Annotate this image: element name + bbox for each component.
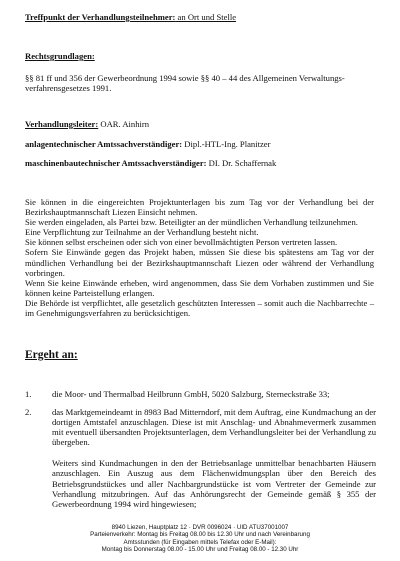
- verhandlungsleiter-label: Verhandlungsleiter:: [25, 119, 99, 129]
- recipient-text: Weiters sind Kundmachungen in den der Betriebsanlage unmittelbar benachbarten Häusern anzuschlagen. Ein Auszug aus dem Flächenwidmungsplan über den Bereich des Betriebsgrundstückes und aller Nachbargrundstücke ist vom Vertreter der Gemeinde zur Verhandlung mitzubringen. Auf das Anhörungsrecht der Gemeinde gemäß § 355 der Gewerbeordnung 1994 wird hingewiesen;: [52, 458, 376, 509]
- sv-anlagentechnisch-value: Dipl.-HTL-Ing. Planitzer: [182, 139, 271, 149]
- notice-einsicht: Sie können in die eingereichten Projektunterlagen bis zum Tag vor der Verhandlung bei der Bezirkshauptmannschaft Liezen Einsicht nehmen.: [25, 197, 374, 218]
- sv-maschinenbau-label: maschinenbautechnischer Amtssachverständiger:: [25, 158, 207, 168]
- rechtsgrundlagen-text-2: verfahrensgesetzes 1991.: [25, 83, 112, 93]
- recipient-text: das Marktgemeindeamt in 8983 Bad Mitterndorf, mit dem Auftrag, eine Kundmachung an der dortigen Amtstafel anzuschlagen. Diese ist mit Anschlag- und Abnahmevermerk zusammen mit eventuell übersandten Projektsunterlagen, dem Verhandlungsleiter bei der Verhandlung zu übergeben.: [52, 407, 376, 448]
- rechtsgrundlagen-label: Rechtsgrundlagen:: [25, 51, 95, 61]
- treffpunkt-value: an Ort und Stelle: [175, 12, 237, 22]
- sv-anlagentechnisch-line: [25, 139, 270, 149]
- letterhead-footer: [0, 524, 400, 554]
- notice-keine-pflicht: Eine Verpflichtung zur Teilnahme an der Verhandlung besteht nicht.: [25, 227, 259, 238]
- recipient-number: 2.: [25, 407, 32, 417]
- notice-vertretung: Sie können selbst erscheinen oder sich von einer bevollmächtigten Person vertreten lassen.: [25, 237, 338, 248]
- notice-einwaende: Sofern Sie Einwände gegen das Projekt haben, müssen Sie diese bis spätestens am Tag vor der mündlichen Verhandlung bei der Bezirkshauptmannschaft Liezen oder während der Verhandlung vorbringen.: [25, 247, 374, 278]
- notice-behoerde: Die Behörde ist verpflichtet, alle gesetzlich geschützten Interessen – somit auch die Nachbarrechte – im Genehmigungsverfahren zu berücksichtigen.: [25, 297, 374, 319]
- footer-amtsstunden-times: Montag bis Donnerstag 08.00 - 15.00 Uhr und Freitag 08.00 - 12.30 Uhr: [101, 546, 299, 554]
- sv-maschinenbau-value: DI. Dr. Schaffernak: [206, 158, 277, 168]
- ergeht-an-heading: Ergeht an:: [25, 349, 78, 361]
- footer-address: 8940 Liezen, Hauptplatz 12 · DVR 0096024 · UID ATU37001007: [111, 524, 289, 531]
- recipient-number: 1.: [25, 389, 32, 399]
- rechtsgrundlagen-text-1: §§ 81 ff und 356 der Gewerbeordnung 1994 sowie §§ 40 – 44 des Allgemeinen Verwaltungs-: [25, 73, 345, 83]
- sv-anlagentechnisch-label: anlagentechnischer Amtssachverständiger:: [25, 139, 183, 149]
- footer-parteienverkehr: Parteienverkehr: Montag bis Freitag 08.00 bis 12.30 Uhr und nach Vereinbarung: [90, 531, 310, 539]
- sv-maschinenbau-line: [25, 158, 276, 168]
- recipient-item-2: [25, 407, 376, 509]
- verhandlungsleiter-line: [25, 119, 149, 129]
- notice-zustimmung: Wenn Sie keine Einwände erheben, wird angenommen, dass Sie dem Vorhaben zustimmen und Sie können keine Parteistellung erlangen.: [25, 277, 374, 298]
- notice-block: [25, 197, 374, 318]
- notice-einladung: Sie werden eingeladen, als Partei bzw. Beteiligter an der mündlichen Verhandlung teilzunehmen.: [25, 217, 358, 228]
- treffpunkt-label: Treffpunkt der Verhandlungsteilnehmer:: [25, 12, 176, 22]
- recipient-item-1: [25, 389, 376, 399]
- treffpunkt-line: [25, 12, 236, 22]
- verhandlungsleiter-value: OAR. Ainhirn: [98, 119, 150, 129]
- recipient-text: die Moor- und Thermalbad Heilbrunn GmbH, 5020 Salzburg, Sterneckstraße 33;: [52, 389, 330, 399]
- footer-amtsstunden-label: Amtsstunden (für Eingaben mittels Telefax oder E-Mail):: [123, 538, 277, 546]
